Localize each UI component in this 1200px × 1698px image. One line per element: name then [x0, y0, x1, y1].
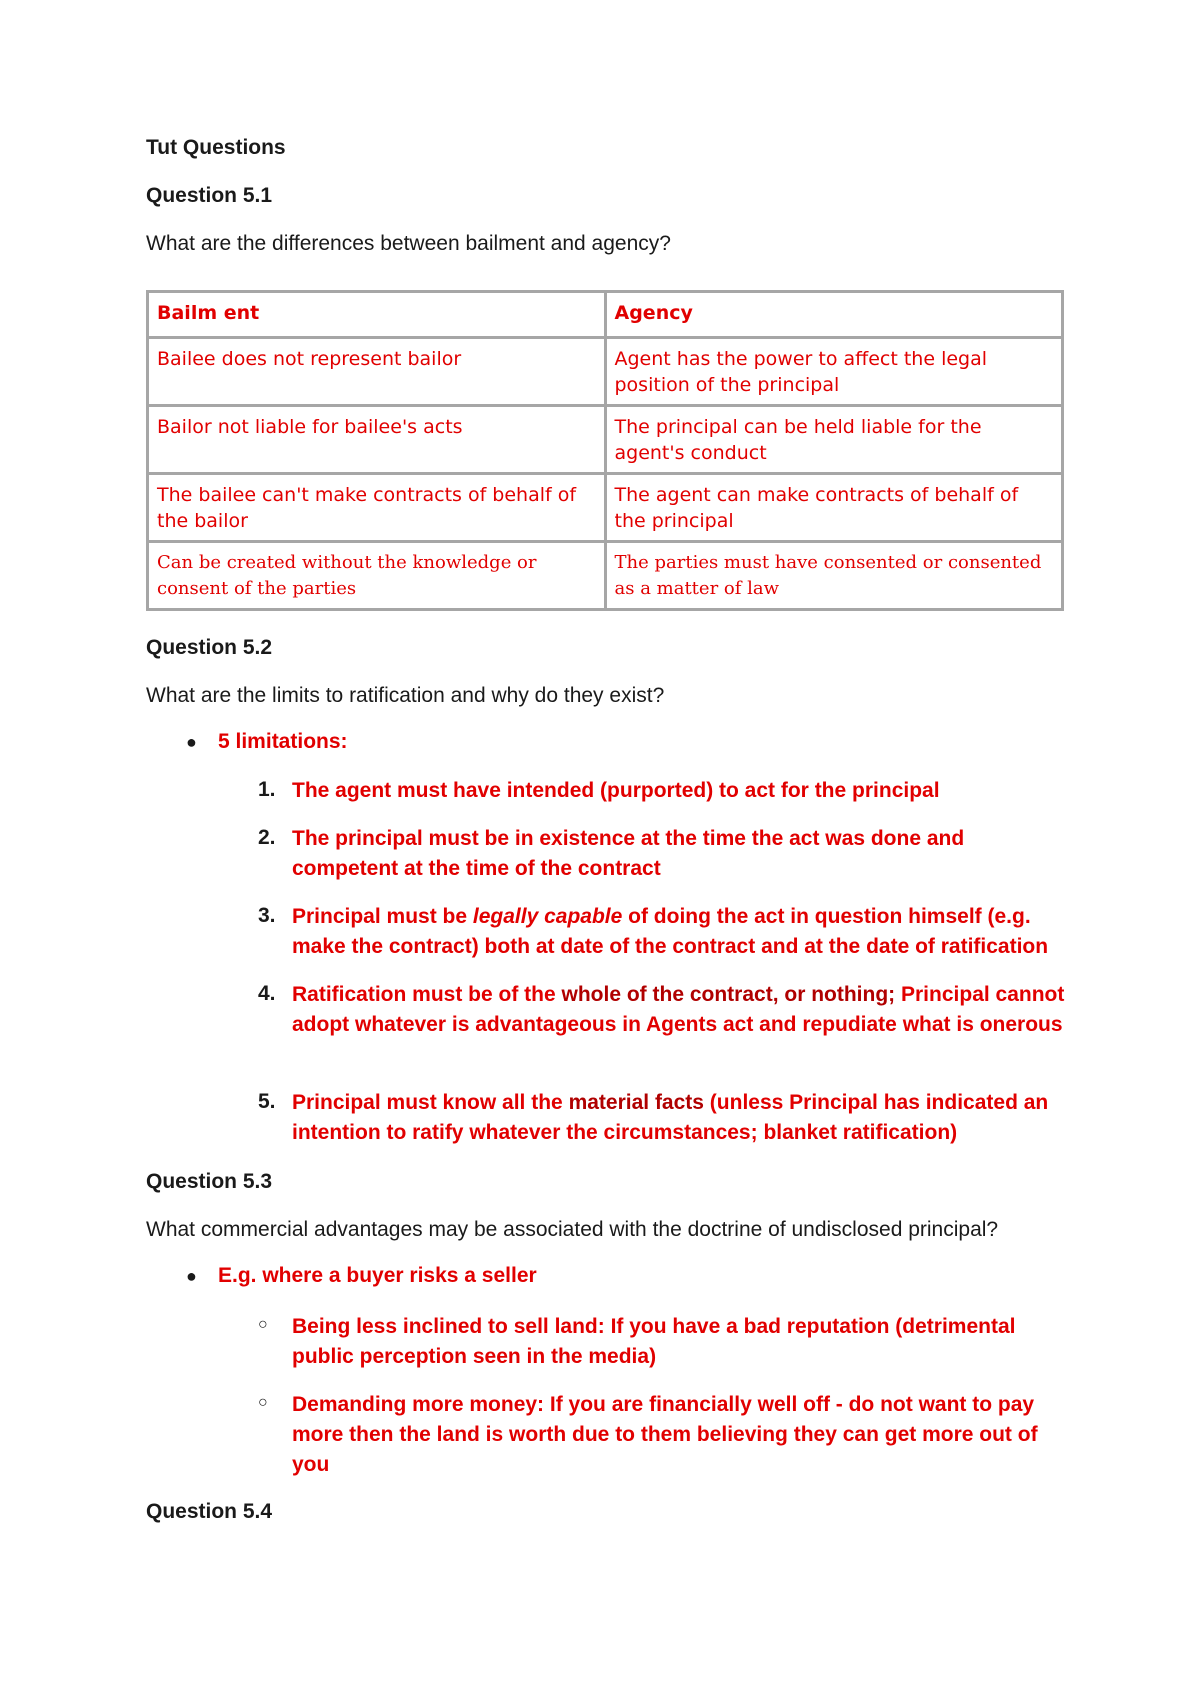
- question-5-2-text: What are the limits to ratification and why do they exist?: [146, 684, 665, 707]
- list-item-text: (unless Principal has indicated an intention to ratify whatever the circumstances; blanket ratification): [292, 1091, 1049, 1144]
- table-header-bailment: Bailm ent: [148, 292, 606, 338]
- hollow-bullet-icon: ○: [258, 1316, 268, 1333]
- list-item-text: Ratification must be of the: [292, 983, 562, 1006]
- limitations-bullet: 5 limitations:: [218, 730, 348, 753]
- table-row: [148, 542, 1063, 610]
- list-item-text: Principal must know all the: [292, 1091, 569, 1114]
- table-cell: The principal can be held liable for the agent's conduct: [605, 406, 1063, 474]
- list-number: 4.: [258, 982, 276, 1005]
- list-item-text: Principal cannot adopt whatever is advantageous in Agents act and repudiate what is onerous: [292, 983, 1065, 1036]
- list-number: 3.: [258, 904, 276, 927]
- list-item: Being less inclined to sell land: If you have a bad reputation (detrimental public perception seen in the media): [292, 1315, 1016, 1368]
- question-5-4-heading: Question 5.4: [146, 1500, 273, 1523]
- question-5-1-heading: Question 5.1: [146, 184, 273, 207]
- table-row: [148, 406, 1063, 474]
- table-row: [148, 338, 1063, 406]
- example-bullet: E.g. where a buyer risks a seller: [218, 1264, 537, 1287]
- list-item-text: of doing the act in question himself (e.g. make the contract) both at date of the contract and at the date of ratification: [292, 905, 1049, 958]
- emphasis-text: material facts: [568, 1091, 704, 1114]
- table-cell: Bailee does not represent bailor: [148, 338, 606, 406]
- list-item: [292, 980, 1072, 1040]
- question-5-3-heading: Question 5.3: [146, 1170, 273, 1193]
- document-title: Tut Questions: [146, 136, 286, 159]
- table-cell: The parties must have consented or consented as a matter of law: [605, 542, 1063, 610]
- hollow-bullet-icon: ○: [258, 1394, 268, 1411]
- bailment-agency-table: [146, 290, 1064, 611]
- bullet-dot-icon: ●: [186, 732, 197, 752]
- list-number: 2.: [258, 826, 276, 849]
- question-5-2-heading: Question 5.2: [146, 636, 273, 659]
- list-number: 1.: [258, 778, 276, 801]
- table-cell: The agent can make contracts of behalf of the principal: [605, 474, 1063, 542]
- list-item: [292, 1088, 1072, 1148]
- list-item: [292, 902, 1072, 962]
- emphasis-text: whole of the contract, or nothing;: [561, 983, 896, 1006]
- table-cell: Agent has the power to affect the legal position of the principal: [605, 338, 1063, 406]
- table-cell: Bailor not liable for bailee's acts: [148, 406, 606, 474]
- table-header-agency: Agency: [605, 292, 1063, 338]
- table-cell: The bailee can't make contracts of behalf of the bailor: [148, 474, 606, 542]
- question-5-3-text: What commercial advantages may be associated with the doctrine of undisclosed principal?: [146, 1218, 999, 1241]
- table-row: [148, 474, 1063, 542]
- emphasis-text: legally capable: [472, 905, 623, 928]
- question-5-1-text: What are the differences between bailment and agency?: [146, 232, 671, 255]
- list-number: 5.: [258, 1090, 276, 1113]
- list-item: Demanding more money: If you are financially well off - do not want to pay more then the land is worth due to them believing they can get more out of you: [292, 1393, 1038, 1476]
- table-header-row: [148, 292, 1063, 338]
- list-item: The agent must have intended (purported) to act for the principal: [292, 779, 940, 802]
- list-item: The principal must be in existence at the time the act was done and competent at the time of the contract: [292, 827, 965, 880]
- table-cell: Can be created without the knowledge or consent of the parties: [148, 542, 606, 610]
- list-item-text: Principal must be: [292, 905, 473, 928]
- bullet-dot-icon: ●: [186, 1266, 197, 1286]
